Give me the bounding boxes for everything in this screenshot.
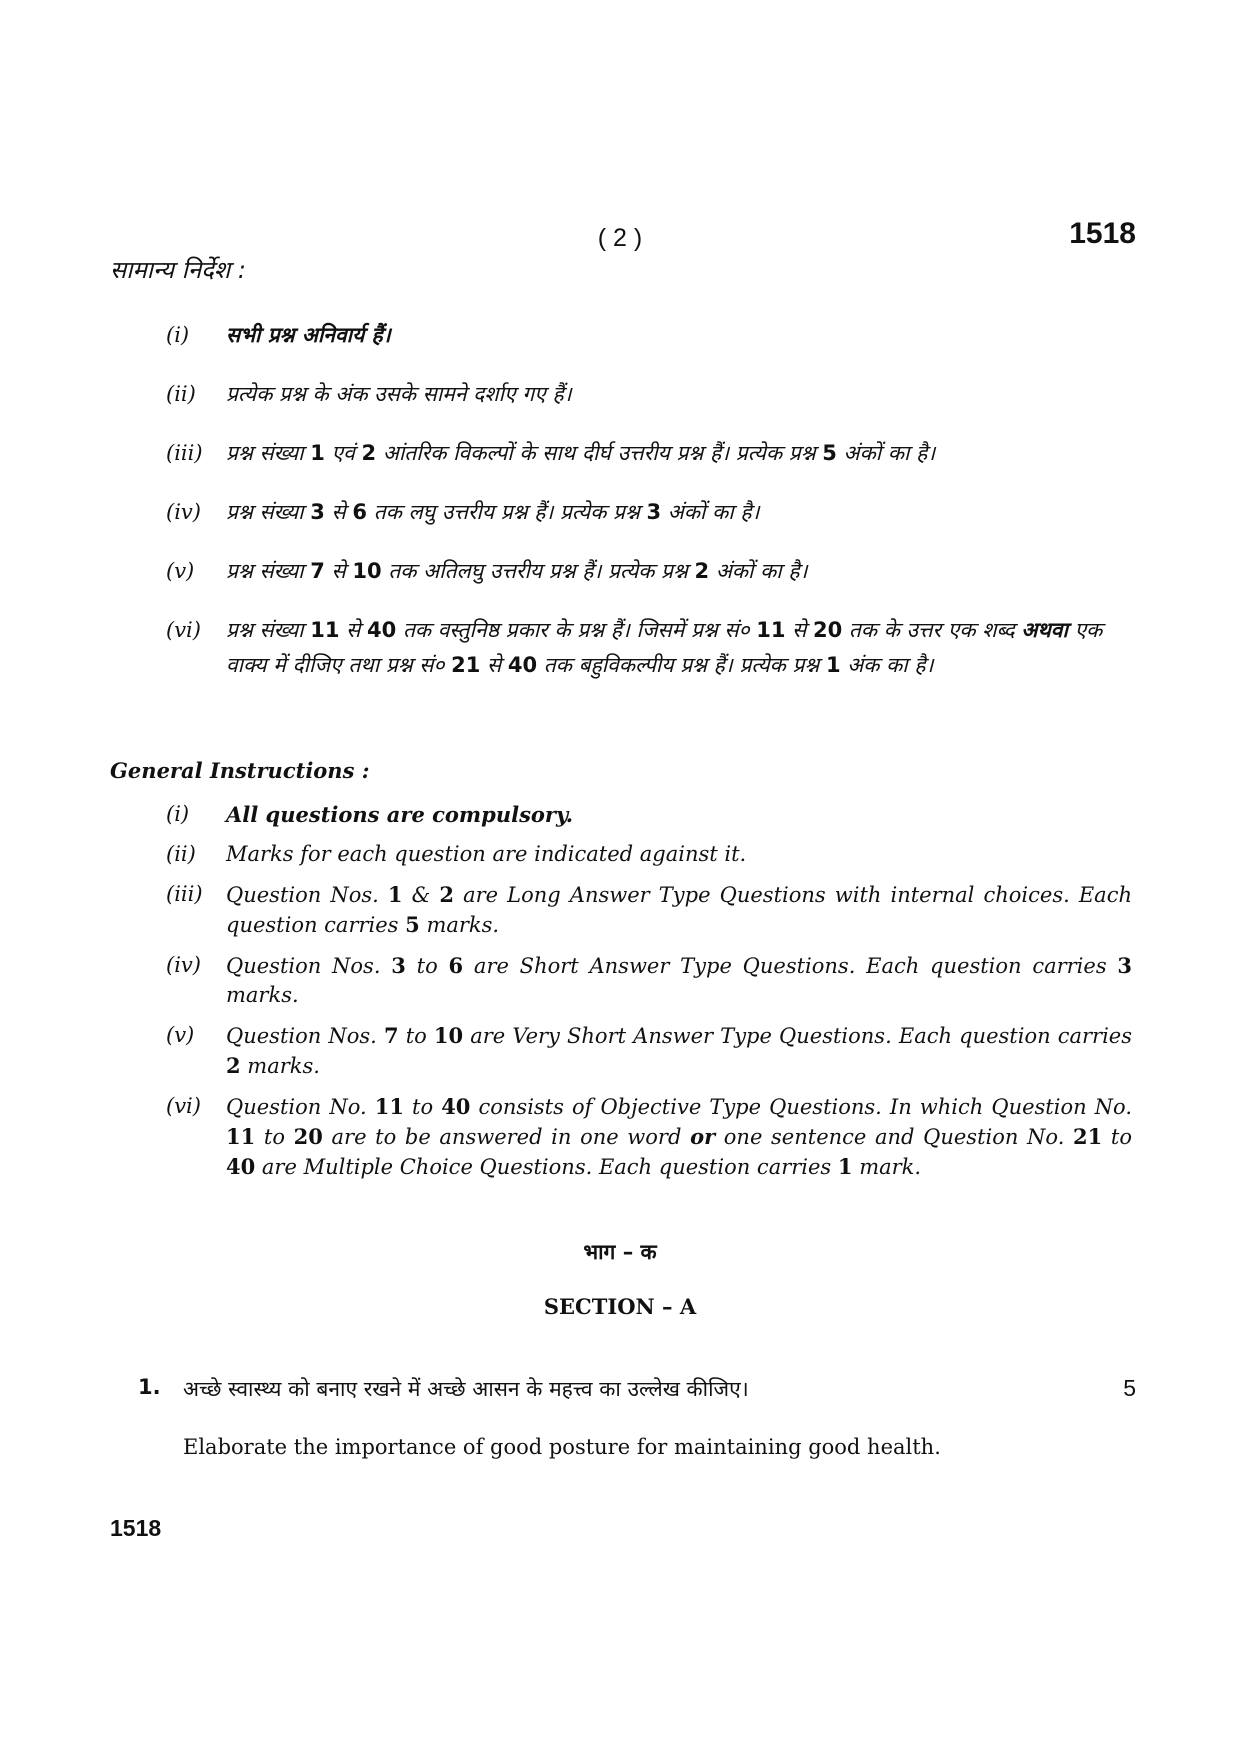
question-text-hindi: अच्छे स्वास्थ्य को बनाए रखने में अच्छे आसन के महत्त्व का उल्लेख कीजिए। — [183, 1377, 749, 1401]
hindi-instruction-5 — [166, 554, 1136, 589]
hindi-instructions-list — [166, 318, 1136, 707]
item-number: (ii) — [166, 382, 196, 406]
item-text: All questions are compulsory. — [226, 802, 574, 827]
hindi-instruction-3 — [166, 436, 1136, 471]
item-text: Question Nos. 1 & 2 are Long Answer Type Questions with internal choices. Each question carries 5 marks. — [226, 882, 1132, 937]
item-number: (vi) — [166, 1094, 201, 1118]
item-number: (iii) — [166, 441, 203, 465]
hindi-instruction-1 — [166, 318, 1136, 353]
hindi-instructions-heading: सामान्य निर्देश : — [110, 256, 246, 284]
item-number: (v) — [166, 559, 195, 583]
item-text: प्रश्न संख्या 1 एवं 2 आंतरिक विकल्पों के साथ दीर्घ उत्तरीय प्रश्न हैं। प्रत्येक प्रश्न 5 अंकों का है। — [226, 441, 936, 465]
english-instruction-2 — [166, 840, 1132, 869]
item-text: प्रश्न संख्या 11 से 40 तक वस्तुनिष्ठ प्रकार के प्रश्न हैं। जिसमें प्रश्न सं० 11 से 20 तक के उत्तर एक शब्द अथवा एक वाक्य में दीजिए तथा प्रश्न सं० 21 से 40 तक बहुविकल्पीय प्रश्न हैं। प्रत्येक प्रश्न 1 अंक का है। — [226, 618, 1103, 677]
paper-code-top: 1518 — [1069, 217, 1136, 250]
hindi-instruction-2 — [166, 377, 1136, 412]
hindi-instruction-4 — [166, 495, 1136, 530]
english-instruction-5 — [166, 1021, 1132, 1081]
english-instruction-1 — [166, 800, 1132, 829]
item-number: (iv) — [166, 500, 201, 524]
english-instruction-4 — [166, 951, 1132, 1010]
item-number: (i) — [166, 802, 190, 826]
item-text: प्रश्न संख्या 3 से 6 तक लघु उत्तरीय प्रश्न हैं। प्रत्येक प्रश्न 3 अंकों का है। — [226, 500, 760, 524]
question-1 — [138, 1375, 1136, 1403]
english-instruction-6 — [166, 1092, 1132, 1182]
section-heading-english: SECTION – A — [543, 1294, 697, 1319]
section-heading-hindi: भाग – क — [583, 1240, 657, 1264]
item-text: सभी प्रश्न अनिवार्य हैं। — [226, 323, 391, 347]
item-number: (ii) — [166, 842, 196, 866]
question-marks: 5 — [1123, 1375, 1136, 1401]
item-text: Question Nos. 7 to 10 are Very Short Answer Type Questions. Each question carries 2 marks. — [226, 1023, 1133, 1078]
question-text-english: Elaborate the importance of good posture for maintaining good health. — [183, 1435, 941, 1459]
item-number: (iv) — [166, 953, 201, 977]
question-number: 1. — [138, 1375, 161, 1399]
paper-code-bottom: 1518 — [110, 1515, 162, 1541]
item-text: Marks for each question are indicated against it. — [226, 842, 747, 866]
item-text: Question No. 11 to 40 consists of Objective Type Questions. In which Question No. 11 to 20 are to be answered in one word or one sentence and Question No. 21 to 40 are Multiple Choice Questions. Each question carries 1 mark. — [226, 1094, 1133, 1179]
item-text: Question Nos. 3 to 6 are Short Answer Type Questions. Each question carries 3 marks. — [226, 953, 1132, 1007]
english-instructions-list — [166, 800, 1132, 1193]
item-number: (iii) — [166, 882, 203, 906]
item-text: प्रत्येक प्रश्न के अंक उसके सामने दर्शाए गए हैं। — [226, 382, 572, 406]
english-instructions-heading: General Instructions : — [110, 758, 370, 783]
item-text: प्रश्न संख्या 7 से 10 तक अतिलघु उत्तरीय प्रश्न हैं। प्रत्येक प्रश्न 2 अंकों का है। — [226, 559, 808, 583]
hindi-instruction-6 — [166, 613, 1136, 683]
item-number: (vi) — [166, 618, 201, 642]
item-number: (i) — [166, 323, 190, 347]
item-number: (v) — [166, 1023, 195, 1047]
english-instruction-3 — [166, 880, 1132, 940]
page-number: ( 2 ) — [597, 224, 643, 252]
